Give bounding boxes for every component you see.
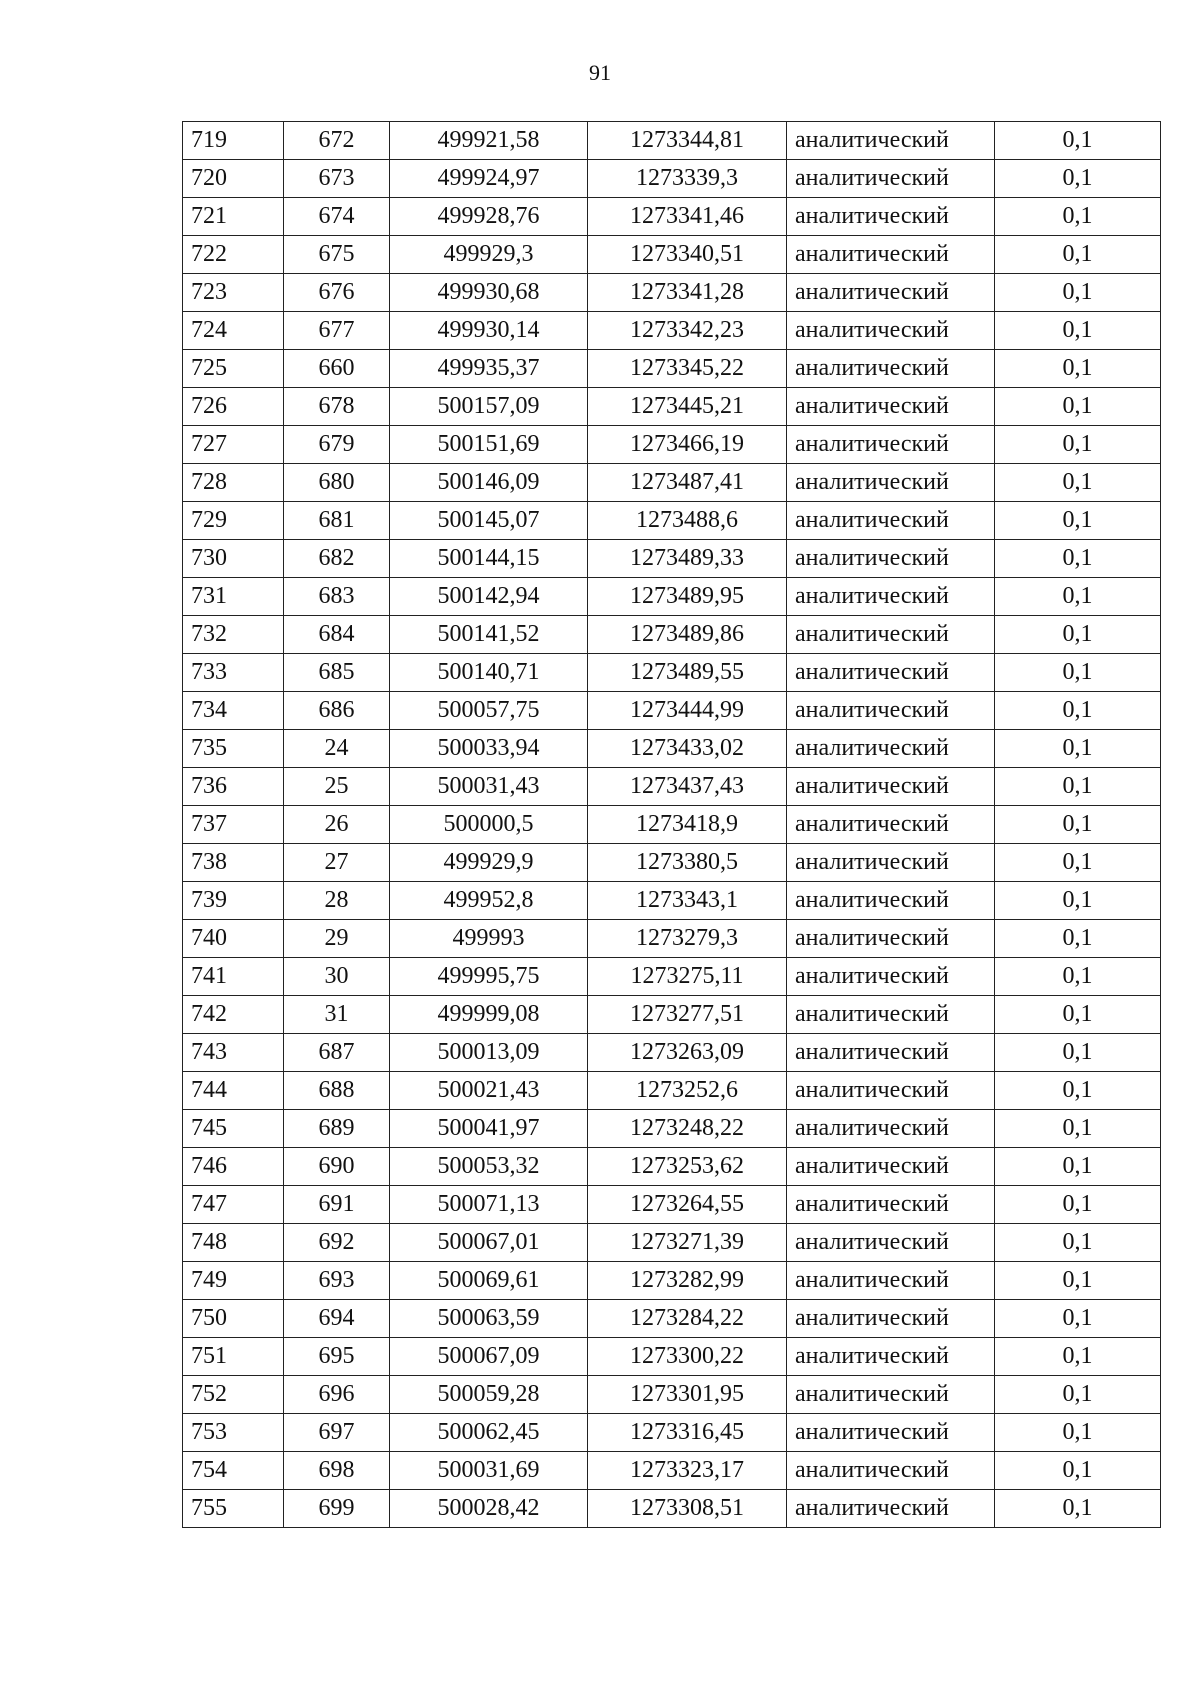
point-number-cell: 693 <box>284 1262 390 1300</box>
point-number-cell: 687 <box>284 1034 390 1072</box>
row-number-cell: 722 <box>183 236 284 274</box>
y-coordinate-cell: 1273284,22 <box>588 1300 787 1338</box>
table-row <box>183 1300 1161 1338</box>
point-number-cell: 28 <box>284 882 390 920</box>
table-row <box>183 160 1161 198</box>
point-number-cell: 677 <box>284 312 390 350</box>
accuracy-cell: 0,1 <box>995 236 1161 274</box>
x-coordinate-cell: 500145,07 <box>390 502 588 540</box>
point-number-cell: 681 <box>284 502 390 540</box>
y-coordinate-cell: 1273282,99 <box>588 1262 787 1300</box>
table-row <box>183 578 1161 616</box>
method-cell: аналитический <box>787 996 995 1034</box>
method-cell: аналитический <box>787 274 995 312</box>
row-number-cell: 735 <box>183 730 284 768</box>
y-coordinate-cell: 1273275,11 <box>588 958 787 996</box>
y-coordinate-cell: 1273300,22 <box>588 1338 787 1376</box>
row-number-cell: 748 <box>183 1224 284 1262</box>
y-coordinate-cell: 1273342,23 <box>588 312 787 350</box>
x-coordinate-cell: 499929,3 <box>390 236 588 274</box>
accuracy-cell: 0,1 <box>995 730 1161 768</box>
accuracy-cell: 0,1 <box>995 502 1161 540</box>
y-coordinate-cell: 1273341,46 <box>588 198 787 236</box>
accuracy-cell: 0,1 <box>995 198 1161 236</box>
y-coordinate-cell: 1273339,3 <box>588 160 787 198</box>
point-number-cell: 26 <box>284 806 390 844</box>
point-number-cell: 24 <box>284 730 390 768</box>
x-coordinate-cell: 499995,75 <box>390 958 588 996</box>
y-coordinate-cell: 1273344,81 <box>588 122 787 160</box>
accuracy-cell: 0,1 <box>995 1034 1161 1072</box>
x-coordinate-cell: 499921,58 <box>390 122 588 160</box>
x-coordinate-cell: 499930,14 <box>390 312 588 350</box>
table-row <box>183 1262 1161 1300</box>
x-coordinate-cell: 500069,61 <box>390 1262 588 1300</box>
x-coordinate-cell: 500140,71 <box>390 654 588 692</box>
table-row <box>183 236 1161 274</box>
table-row <box>183 1186 1161 1224</box>
accuracy-cell: 0,1 <box>995 616 1161 654</box>
x-coordinate-cell: 499952,8 <box>390 882 588 920</box>
x-coordinate-cell: 499924,97 <box>390 160 588 198</box>
point-number-cell: 31 <box>284 996 390 1034</box>
y-coordinate-cell: 1273271,39 <box>588 1224 787 1262</box>
accuracy-cell: 0,1 <box>995 1224 1161 1262</box>
point-number-cell: 698 <box>284 1452 390 1490</box>
point-number-cell: 682 <box>284 540 390 578</box>
method-cell: аналитический <box>787 882 995 920</box>
row-number-cell: 726 <box>183 388 284 426</box>
method-cell: аналитический <box>787 1148 995 1186</box>
method-cell: аналитический <box>787 806 995 844</box>
point-number-cell: 672 <box>284 122 390 160</box>
row-number-cell: 742 <box>183 996 284 1034</box>
row-number-cell: 744 <box>183 1072 284 1110</box>
method-cell: аналитический <box>787 920 995 958</box>
y-coordinate-cell: 1273444,99 <box>588 692 787 730</box>
table-row <box>183 1376 1161 1414</box>
x-coordinate-cell: 499999,08 <box>390 996 588 1034</box>
x-coordinate-cell: 500013,09 <box>390 1034 588 1072</box>
method-cell: аналитический <box>787 464 995 502</box>
accuracy-cell: 0,1 <box>995 312 1161 350</box>
accuracy-cell: 0,1 <box>995 1338 1161 1376</box>
accuracy-cell: 0,1 <box>995 996 1161 1034</box>
method-cell: аналитический <box>787 958 995 996</box>
row-number-cell: 755 <box>183 1490 284 1528</box>
row-number-cell: 743 <box>183 1034 284 1072</box>
table-row <box>183 768 1161 806</box>
x-coordinate-cell: 500028,42 <box>390 1490 588 1528</box>
method-cell: аналитический <box>787 616 995 654</box>
row-number-cell: 729 <box>183 502 284 540</box>
y-coordinate-cell: 1273489,86 <box>588 616 787 654</box>
row-number-cell: 737 <box>183 806 284 844</box>
accuracy-cell: 0,1 <box>995 350 1161 388</box>
row-number-cell: 720 <box>183 160 284 198</box>
method-cell: аналитический <box>787 540 995 578</box>
accuracy-cell: 0,1 <box>995 540 1161 578</box>
table-row <box>183 1224 1161 1262</box>
table-row <box>183 654 1161 692</box>
x-coordinate-cell: 500000,5 <box>390 806 588 844</box>
table-row <box>183 730 1161 768</box>
point-number-cell: 689 <box>284 1110 390 1148</box>
x-coordinate-cell: 499929,9 <box>390 844 588 882</box>
accuracy-cell: 0,1 <box>995 1300 1161 1338</box>
row-number-cell: 736 <box>183 768 284 806</box>
y-coordinate-cell: 1273488,6 <box>588 502 787 540</box>
x-coordinate-cell: 500041,97 <box>390 1110 588 1148</box>
point-number-cell: 27 <box>284 844 390 882</box>
point-number-cell: 690 <box>284 1148 390 1186</box>
table-row <box>183 1452 1161 1490</box>
accuracy-cell: 0,1 <box>995 578 1161 616</box>
point-number-cell: 691 <box>284 1186 390 1224</box>
row-number-cell: 724 <box>183 312 284 350</box>
table-row <box>183 198 1161 236</box>
row-number-cell: 745 <box>183 1110 284 1148</box>
x-coordinate-cell: 500033,94 <box>390 730 588 768</box>
y-coordinate-cell: 1273489,95 <box>588 578 787 616</box>
x-coordinate-cell: 500063,59 <box>390 1300 588 1338</box>
row-number-cell: 753 <box>183 1414 284 1452</box>
point-number-cell: 680 <box>284 464 390 502</box>
x-coordinate-cell: 500141,52 <box>390 616 588 654</box>
table-row <box>183 1148 1161 1186</box>
method-cell: аналитический <box>787 1110 995 1148</box>
accuracy-cell: 0,1 <box>995 1110 1161 1148</box>
accuracy-cell: 0,1 <box>995 388 1161 426</box>
accuracy-cell: 0,1 <box>995 692 1161 730</box>
y-coordinate-cell: 1273301,95 <box>588 1376 787 1414</box>
table-row <box>183 1034 1161 1072</box>
point-number-cell: 673 <box>284 160 390 198</box>
point-number-cell: 688 <box>284 1072 390 1110</box>
point-number-cell: 699 <box>284 1490 390 1528</box>
row-number-cell: 734 <box>183 692 284 730</box>
table-row <box>183 806 1161 844</box>
method-cell: аналитический <box>787 160 995 198</box>
accuracy-cell: 0,1 <box>995 844 1161 882</box>
row-number-cell: 723 <box>183 274 284 312</box>
method-cell: аналитический <box>787 654 995 692</box>
table-row <box>183 882 1161 920</box>
y-coordinate-cell: 1273489,33 <box>588 540 787 578</box>
method-cell: аналитический <box>787 1262 995 1300</box>
row-number-cell: 754 <box>183 1452 284 1490</box>
table-row <box>183 616 1161 654</box>
point-number-cell: 30 <box>284 958 390 996</box>
point-number-cell: 679 <box>284 426 390 464</box>
point-number-cell: 29 <box>284 920 390 958</box>
method-cell: аналитический <box>787 1300 995 1338</box>
x-coordinate-cell: 500071,13 <box>390 1186 588 1224</box>
accuracy-cell: 0,1 <box>995 806 1161 844</box>
accuracy-cell: 0,1 <box>995 958 1161 996</box>
method-cell: аналитический <box>787 1186 995 1224</box>
x-coordinate-cell: 499993 <box>390 920 588 958</box>
table-row <box>183 426 1161 464</box>
row-number-cell: 747 <box>183 1186 284 1224</box>
accuracy-cell: 0,1 <box>995 1186 1161 1224</box>
table-row <box>183 312 1161 350</box>
accuracy-cell: 0,1 <box>995 1376 1161 1414</box>
table-row <box>183 274 1161 312</box>
y-coordinate-cell: 1273437,43 <box>588 768 787 806</box>
y-coordinate-cell: 1273263,09 <box>588 1034 787 1072</box>
y-coordinate-cell: 1273418,9 <box>588 806 787 844</box>
table-row <box>183 502 1161 540</box>
table-row <box>183 920 1161 958</box>
x-coordinate-cell: 500021,43 <box>390 1072 588 1110</box>
x-coordinate-cell: 500057,75 <box>390 692 588 730</box>
y-coordinate-cell: 1273277,51 <box>588 996 787 1034</box>
method-cell: аналитический <box>787 730 995 768</box>
x-coordinate-cell: 500151,69 <box>390 426 588 464</box>
point-number-cell: 685 <box>284 654 390 692</box>
page-number: 91 <box>589 60 611 85</box>
table-row <box>183 122 1161 160</box>
table-row <box>183 1338 1161 1376</box>
x-coordinate-cell: 500067,09 <box>390 1338 588 1376</box>
method-cell: аналитический <box>787 844 995 882</box>
y-coordinate-cell: 1273264,55 <box>588 1186 787 1224</box>
accuracy-cell: 0,1 <box>995 654 1161 692</box>
method-cell: аналитический <box>787 350 995 388</box>
accuracy-cell: 0,1 <box>995 882 1161 920</box>
accuracy-cell: 0,1 <box>995 426 1161 464</box>
x-coordinate-cell: 500062,45 <box>390 1414 588 1452</box>
y-coordinate-cell: 1273487,41 <box>588 464 787 502</box>
table-row <box>183 350 1161 388</box>
y-coordinate-cell: 1273308,51 <box>588 1490 787 1528</box>
method-cell: аналитический <box>787 1034 995 1072</box>
accuracy-cell: 0,1 <box>995 768 1161 806</box>
method-cell: аналитический <box>787 426 995 464</box>
y-coordinate-cell: 1273489,55 <box>588 654 787 692</box>
row-number-cell: 730 <box>183 540 284 578</box>
point-number-cell: 676 <box>284 274 390 312</box>
row-number-cell: 750 <box>183 1300 284 1338</box>
x-coordinate-cell: 500067,01 <box>390 1224 588 1262</box>
row-number-cell: 738 <box>183 844 284 882</box>
row-number-cell: 741 <box>183 958 284 996</box>
accuracy-cell: 0,1 <box>995 1452 1161 1490</box>
method-cell: аналитический <box>787 1452 995 1490</box>
accuracy-cell: 0,1 <box>995 274 1161 312</box>
method-cell: аналитический <box>787 1490 995 1528</box>
accuracy-cell: 0,1 <box>995 1072 1161 1110</box>
row-number-cell: 746 <box>183 1148 284 1186</box>
row-number-cell: 733 <box>183 654 284 692</box>
table-row <box>183 1110 1161 1148</box>
accuracy-cell: 0,1 <box>995 464 1161 502</box>
method-cell: аналитический <box>787 1224 995 1262</box>
row-number-cell: 725 <box>183 350 284 388</box>
table-row <box>183 844 1161 882</box>
x-coordinate-cell: 499935,37 <box>390 350 588 388</box>
accuracy-cell: 0,1 <box>995 920 1161 958</box>
method-cell: аналитический <box>787 1414 995 1452</box>
x-coordinate-cell: 500053,32 <box>390 1148 588 1186</box>
row-number-cell: 739 <box>183 882 284 920</box>
x-coordinate-cell: 500059,28 <box>390 1376 588 1414</box>
coordinates-table <box>182 121 1161 1528</box>
x-coordinate-cell: 499928,76 <box>390 198 588 236</box>
accuracy-cell: 0,1 <box>995 1148 1161 1186</box>
method-cell: аналитический <box>787 312 995 350</box>
row-number-cell: 749 <box>183 1262 284 1300</box>
x-coordinate-cell: 500157,09 <box>390 388 588 426</box>
point-number-cell: 675 <box>284 236 390 274</box>
method-cell: аналитический <box>787 388 995 426</box>
point-number-cell: 686 <box>284 692 390 730</box>
accuracy-cell: 0,1 <box>995 1414 1161 1452</box>
table-body <box>183 122 1161 1528</box>
y-coordinate-cell: 1273248,22 <box>588 1110 787 1148</box>
table-row <box>183 464 1161 502</box>
x-coordinate-cell: 500031,43 <box>390 768 588 806</box>
point-number-cell: 692 <box>284 1224 390 1262</box>
row-number-cell: 732 <box>183 616 284 654</box>
table-row <box>183 996 1161 1034</box>
method-cell: аналитический <box>787 1338 995 1376</box>
table-row <box>183 388 1161 426</box>
point-number-cell: 696 <box>284 1376 390 1414</box>
x-coordinate-cell: 500144,15 <box>390 540 588 578</box>
accuracy-cell: 0,1 <box>995 1262 1161 1300</box>
row-number-cell: 740 <box>183 920 284 958</box>
y-coordinate-cell: 1273445,21 <box>588 388 787 426</box>
table-row <box>183 540 1161 578</box>
point-number-cell: 697 <box>284 1414 390 1452</box>
method-cell: аналитический <box>787 1072 995 1110</box>
method-cell: аналитический <box>787 1376 995 1414</box>
point-number-cell: 684 <box>284 616 390 654</box>
method-cell: аналитический <box>787 122 995 160</box>
point-number-cell: 683 <box>284 578 390 616</box>
accuracy-cell: 0,1 <box>995 160 1161 198</box>
y-coordinate-cell: 1273252,6 <box>588 1072 787 1110</box>
x-coordinate-cell: 500031,69 <box>390 1452 588 1490</box>
table-row <box>183 958 1161 996</box>
y-coordinate-cell: 1273380,5 <box>588 844 787 882</box>
point-number-cell: 660 <box>284 350 390 388</box>
point-number-cell: 695 <box>284 1338 390 1376</box>
row-number-cell: 727 <box>183 426 284 464</box>
method-cell: аналитический <box>787 768 995 806</box>
y-coordinate-cell: 1273466,19 <box>588 426 787 464</box>
y-coordinate-cell: 1273433,02 <box>588 730 787 768</box>
x-coordinate-cell: 500142,94 <box>390 578 588 616</box>
x-coordinate-cell: 499930,68 <box>390 274 588 312</box>
row-number-cell: 721 <box>183 198 284 236</box>
table-row <box>183 1414 1161 1452</box>
point-number-cell: 674 <box>284 198 390 236</box>
row-number-cell: 752 <box>183 1376 284 1414</box>
table-row <box>183 1072 1161 1110</box>
accuracy-cell: 0,1 <box>995 122 1161 160</box>
row-number-cell: 751 <box>183 1338 284 1376</box>
row-number-cell: 728 <box>183 464 284 502</box>
row-number-cell: 731 <box>183 578 284 616</box>
point-number-cell: 694 <box>284 1300 390 1338</box>
accuracy-cell: 0,1 <box>995 1490 1161 1528</box>
x-coordinate-cell: 500146,09 <box>390 464 588 502</box>
y-coordinate-cell: 1273253,62 <box>588 1148 787 1186</box>
y-coordinate-cell: 1273340,51 <box>588 236 787 274</box>
table-row <box>183 692 1161 730</box>
method-cell: аналитический <box>787 578 995 616</box>
y-coordinate-cell: 1273323,17 <box>588 1452 787 1490</box>
y-coordinate-cell: 1273316,45 <box>588 1414 787 1452</box>
table-row <box>183 1490 1161 1528</box>
method-cell: аналитический <box>787 236 995 274</box>
method-cell: аналитический <box>787 198 995 236</box>
method-cell: аналитический <box>787 502 995 540</box>
y-coordinate-cell: 1273279,3 <box>588 920 787 958</box>
method-cell: аналитический <box>787 692 995 730</box>
y-coordinate-cell: 1273341,28 <box>588 274 787 312</box>
row-number-cell: 719 <box>183 122 284 160</box>
point-number-cell: 25 <box>284 768 390 806</box>
point-number-cell: 678 <box>284 388 390 426</box>
y-coordinate-cell: 1273345,22 <box>588 350 787 388</box>
y-coordinate-cell: 1273343,1 <box>588 882 787 920</box>
